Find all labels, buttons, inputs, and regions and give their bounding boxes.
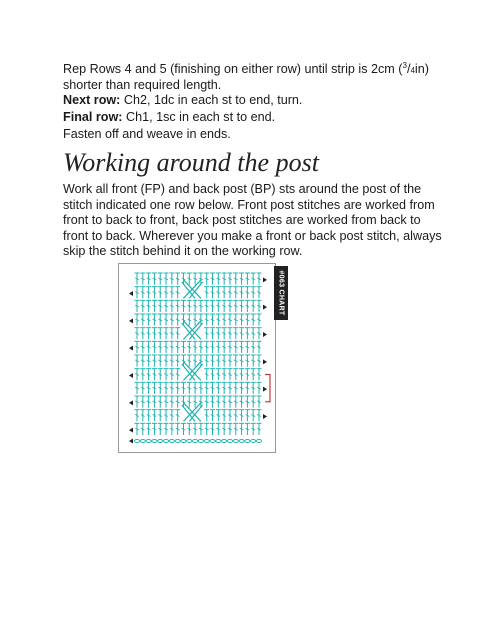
chain-stitch — [134, 440, 139, 443]
post-stitch-body: Work all front (FP) and back post (BP) sts around the post of the stitch indicated one row below. Front post stitches are worked from front to back to front, back post stitches are worked from back to front to back. Wherever you make a front or back post stitch, always skip the stitch behind it on the working row. — [63, 182, 442, 259]
chain-stitch — [169, 440, 174, 443]
next-row-label: Next row: — [63, 93, 121, 107]
chain-stitch — [222, 440, 227, 443]
row-arrow-right — [263, 332, 267, 337]
stitch-chart — [118, 263, 276, 453]
chain-stitch — [251, 440, 256, 443]
row-arrow-right — [263, 305, 267, 310]
chart-label-text: #063 CHART — [277, 270, 285, 316]
row-arrow-left — [129, 428, 133, 433]
stitch-chart-graphic — [119, 264, 275, 452]
row-arrow-right — [263, 359, 267, 364]
chain-stitch — [239, 440, 244, 443]
row-arrow-left — [129, 346, 133, 351]
chain-stitch — [187, 440, 192, 443]
rep-rows-paragraph: Rep Rows 4 and 5 (finishing on either row) until strip is 2cm ($^3$/4in) shorter than required length. — [63, 61, 429, 92]
final-row-text: Ch1, 1sc in each st to end. — [122, 110, 276, 124]
row-arrow-right — [263, 277, 267, 282]
chain-stitch — [163, 440, 168, 443]
chain-stitch — [158, 440, 163, 443]
final-row-paragraph — [63, 110, 443, 126]
chain-stitch — [181, 440, 186, 443]
foundation-arrow — [129, 439, 133, 444]
row-arrow-right — [263, 414, 267, 419]
chain-stitch — [233, 440, 238, 443]
rep-text-b: in) shorter than required length. — [63, 62, 429, 92]
chain-stitch — [204, 440, 209, 443]
fraction-numerator: 3 — [402, 61, 407, 70]
chart-label-tab — [274, 266, 288, 320]
next-row-paragraph — [63, 93, 443, 109]
chain-stitch — [198, 440, 203, 443]
fasten-paragraph: Fasten off and weave in ends. — [63, 127, 231, 141]
chain-stitch — [140, 440, 145, 443]
final-row-label: Final row: — [63, 110, 123, 124]
chain-stitch — [245, 440, 250, 443]
rep-text-a: Rep Rows 4 and 5 (finishing on either row) until strip is 2cm ( — [63, 62, 403, 76]
section-heading: Working around the post — [63, 148, 319, 177]
chain-stitch — [210, 440, 215, 443]
chain-stitch — [216, 440, 221, 443]
chain-stitch — [175, 440, 180, 443]
chain-stitch — [152, 440, 157, 443]
row-arrow-right — [263, 387, 267, 392]
chain-stitch — [146, 440, 151, 443]
fraction-denominator: 4 — [410, 66, 415, 75]
row-arrow-left — [129, 318, 133, 323]
chain-stitch — [192, 440, 197, 443]
row-arrow-left — [129, 400, 133, 405]
row-arrow-left — [129, 373, 133, 378]
row-arrow-left — [129, 291, 133, 296]
repeat-bracket — [265, 375, 270, 402]
chain-stitch — [256, 440, 261, 443]
chain-stitch — [227, 440, 232, 443]
next-row-text: Ch2, 1dc in each st to end, turn. — [120, 93, 303, 107]
